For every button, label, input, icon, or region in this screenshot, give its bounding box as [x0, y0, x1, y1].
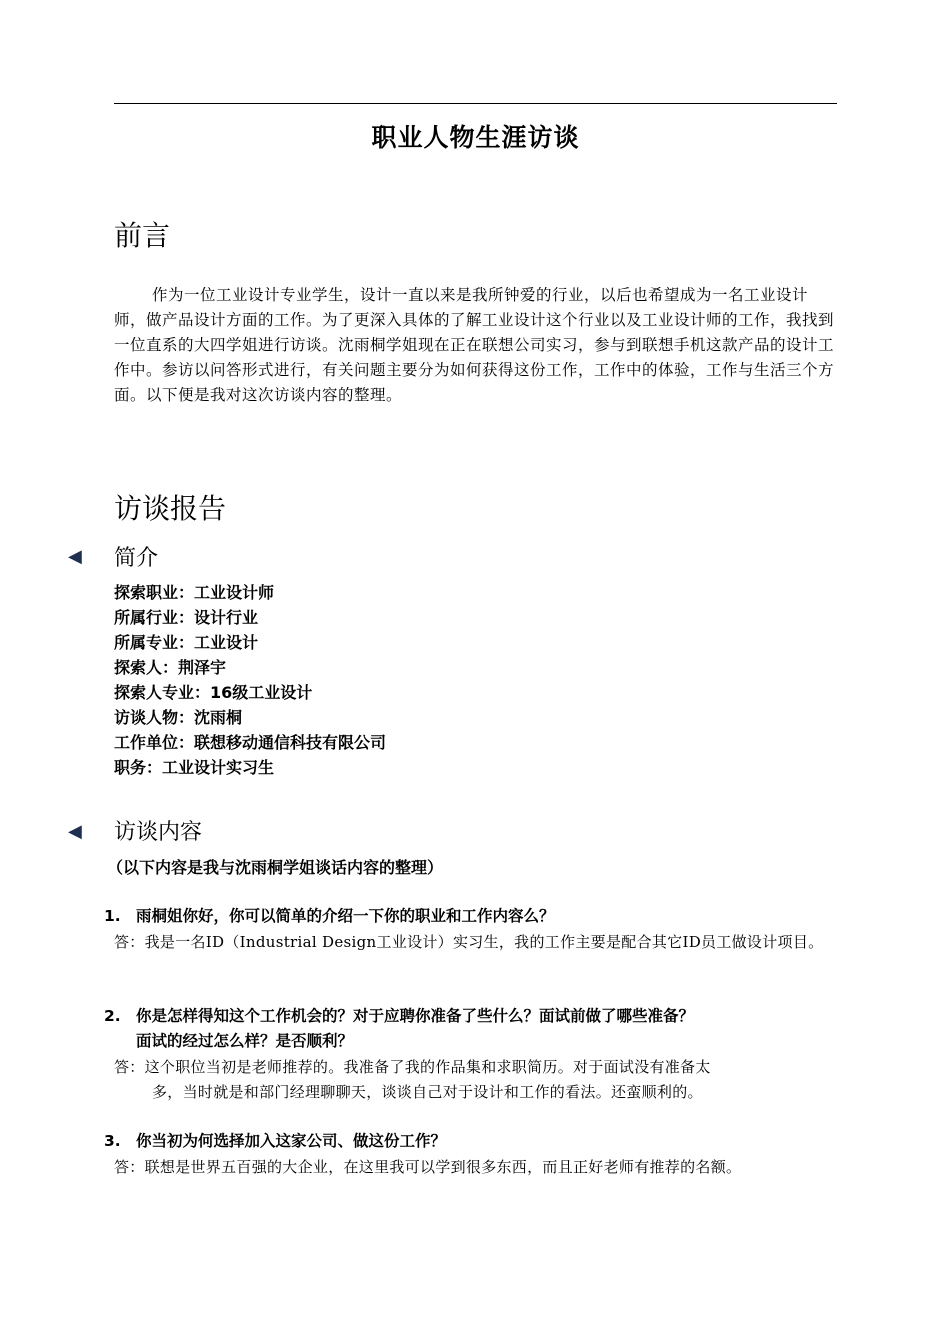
question-1	[104, 904, 839, 929]
page-title: 职业人物生涯访谈	[371, 123, 580, 152]
content-heading: 访谈内容	[114, 820, 203, 845]
header-rule	[114, 103, 837, 104]
question-text: 你是怎样得知这个工作机会的？对于应聘你准备了些什么？面试前做了哪些准备？	[136, 1007, 695, 1025]
content-note: （以下内容是我与沈雨桐学姐谈话内容的整理）	[107, 858, 444, 877]
intro-item: 探索人专业：16级工业设计	[114, 683, 313, 702]
intro-heading: 简介	[114, 546, 159, 571]
answer-text-continued: 多，当时就是和部门经理聊聊天，谈谈自己对于设计和工作的看法。还蛮顺利的。	[152, 1083, 703, 1101]
answer-3: 答：联想是世界五百强的大企业，在这里我可以学到很多东西，而且正好老师有推荐的名额。	[114, 1158, 742, 1176]
intro-item: 职务：工业设计实习生	[114, 758, 275, 777]
intro-item: 访谈人物：沈雨桐	[114, 708, 243, 727]
answer-text: 答：这个职位当初是老师推荐的。我准备了我的作品集和求职简历。对于面试没有准备太	[114, 1058, 711, 1076]
question-text: 雨桐姐你好，你可以简单的介绍一下你的职业和工作内容么？	[136, 907, 555, 925]
intro-list	[114, 580, 386, 780]
intro-item: 所属行业：设计行业	[114, 608, 259, 627]
answer-2	[114, 1055, 837, 1105]
preface-paragraph	[114, 283, 837, 408]
question-number: 3.	[104, 1132, 121, 1150]
report-heading: 访谈报告	[114, 492, 227, 525]
question-number: 2.	[104, 1007, 121, 1025]
intro-item: 所属专业：工业设计	[114, 633, 259, 652]
left-triangle-icon: ◀	[68, 546, 82, 567]
intro-item: 探索人：荆泽宇	[114, 658, 227, 677]
preface-text: 作为一位工业设计专业学生，设计一直以来是我所钟爱的行业，以后也希望成为一名工业设计师，做产品设计方面的工作。为了更深入具体的了解工业设计这个行业以及工业设计师的工作，我找到一位直系的大四学姐进行访谈。沈雨桐学姐现在正在联想公司实习，参与到联想手机这款产品的设计工作中。参访以问答形式进行，有关问题主要分为如何获得这份工作，工作中的体验，工作与生活三个方面。以下便是我对这次访谈内容的整理。	[114, 286, 835, 404]
question-text: 你当初为何选择加入这家公司、做这份工作？	[136, 1132, 447, 1150]
intro-item: 探索职业：工业设计师	[114, 583, 275, 602]
question-3	[104, 1129, 839, 1154]
preface-heading: 前言	[114, 219, 171, 252]
question-number: 1.	[104, 907, 121, 925]
intro-item: 工作单位：联想移动通信科技有限公司	[114, 733, 387, 752]
left-triangle-icon: ◀	[68, 821, 82, 842]
answer-1: 答：我是一名ID（Industrial Design工业设计）实习生，我的工作主要是配合其它ID员工做设计项目。	[114, 933, 824, 951]
question-text-continued: 面试的经过怎么样？是否顺利？	[136, 1032, 354, 1050]
question-2	[104, 1004, 839, 1054]
